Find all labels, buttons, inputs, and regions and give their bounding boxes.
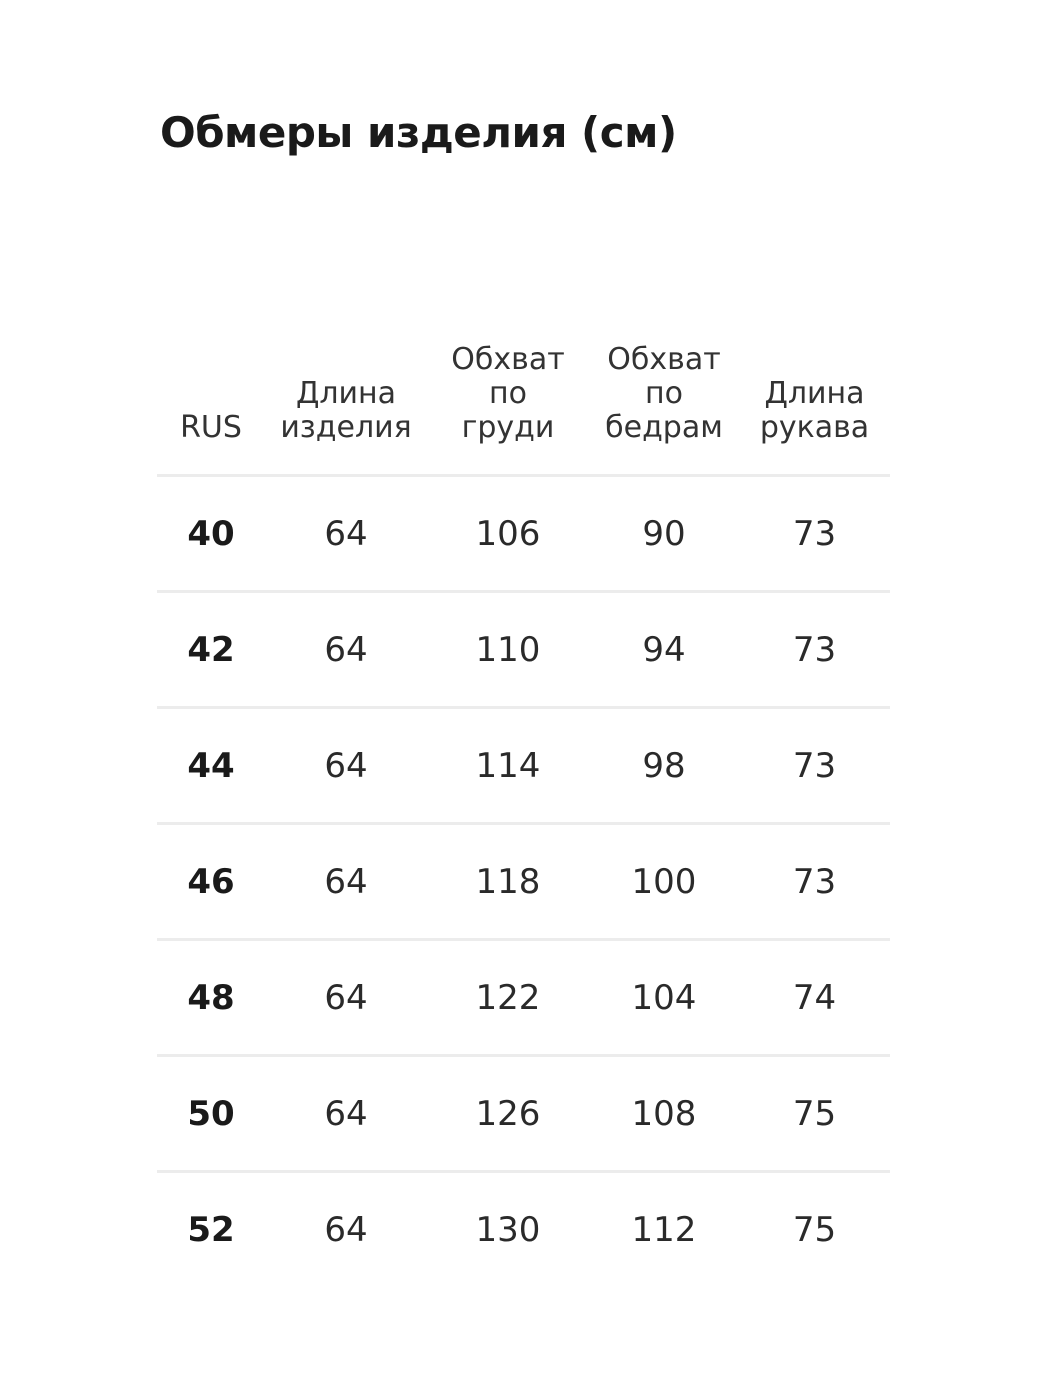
hip-girth-cell: 112 — [631, 1209, 697, 1250]
table-row — [157, 474, 890, 590]
item-length-cell: 64 — [324, 1209, 368, 1250]
page-title: Обмеры изделия (см) — [160, 108, 677, 157]
size-cell: 44 — [187, 745, 235, 786]
size-cell: 40 — [187, 513, 235, 554]
chest-girth-cell: 126 — [475, 1093, 541, 1134]
hip-girth-cell: 90 — [642, 513, 686, 554]
header-sleeve-length: Длина рукава — [759, 376, 870, 445]
size-cell: 46 — [187, 861, 235, 902]
item-length-cell: 64 — [324, 745, 368, 786]
item-length-cell: 64 — [324, 861, 368, 902]
sleeve-length-cell: 75 — [792, 1093, 837, 1134]
hip-girth-cell: 100 — [631, 861, 697, 902]
sleeve-length-cell: 75 — [792, 1209, 837, 1250]
table-row — [157, 706, 890, 822]
item-length-cell: 64 — [324, 629, 368, 670]
size-table — [157, 338, 890, 1286]
item-length-cell: 64 — [324, 977, 368, 1018]
table-header — [157, 338, 890, 448]
hip-girth-cell: 98 — [642, 745, 686, 786]
sleeve-length-cell: 73 — [792, 629, 837, 670]
sleeve-length-cell: 73 — [792, 513, 837, 554]
table-row — [157, 1054, 890, 1170]
sleeve-length-cell: 73 — [792, 745, 837, 786]
chest-girth-cell: 114 — [475, 745, 541, 786]
table-row — [157, 938, 890, 1054]
header-chest-girth: Обхват по груди — [451, 342, 565, 445]
table-body — [157, 474, 890, 1286]
size-cell: 48 — [187, 977, 235, 1018]
item-length-cell: 64 — [324, 1093, 368, 1134]
sleeve-length-cell: 73 — [792, 861, 837, 902]
sleeve-length-cell: 74 — [792, 977, 837, 1018]
chest-girth-cell: 110 — [475, 629, 541, 670]
chest-girth-cell: 130 — [475, 1209, 541, 1250]
size-cell: 42 — [187, 629, 235, 670]
table-row — [157, 590, 890, 706]
chest-girth-cell: 118 — [475, 861, 541, 902]
size-cell: 52 — [187, 1209, 235, 1250]
size-cell: 50 — [187, 1093, 235, 1134]
hip-girth-cell: 94 — [642, 629, 686, 670]
item-length-cell: 64 — [324, 513, 368, 554]
chest-girth-cell: 106 — [475, 513, 541, 554]
header-rus-size: RUS — [180, 410, 242, 445]
hip-girth-cell: 104 — [631, 977, 697, 1018]
chest-girth-cell: 122 — [475, 977, 541, 1018]
table-row — [157, 822, 890, 938]
hip-girth-cell: 108 — [631, 1093, 697, 1134]
header-hip-girth: Обхват по бедрам — [605, 342, 723, 445]
table-row — [157, 1170, 890, 1286]
header-item-length: Длина изделия — [280, 376, 412, 445]
